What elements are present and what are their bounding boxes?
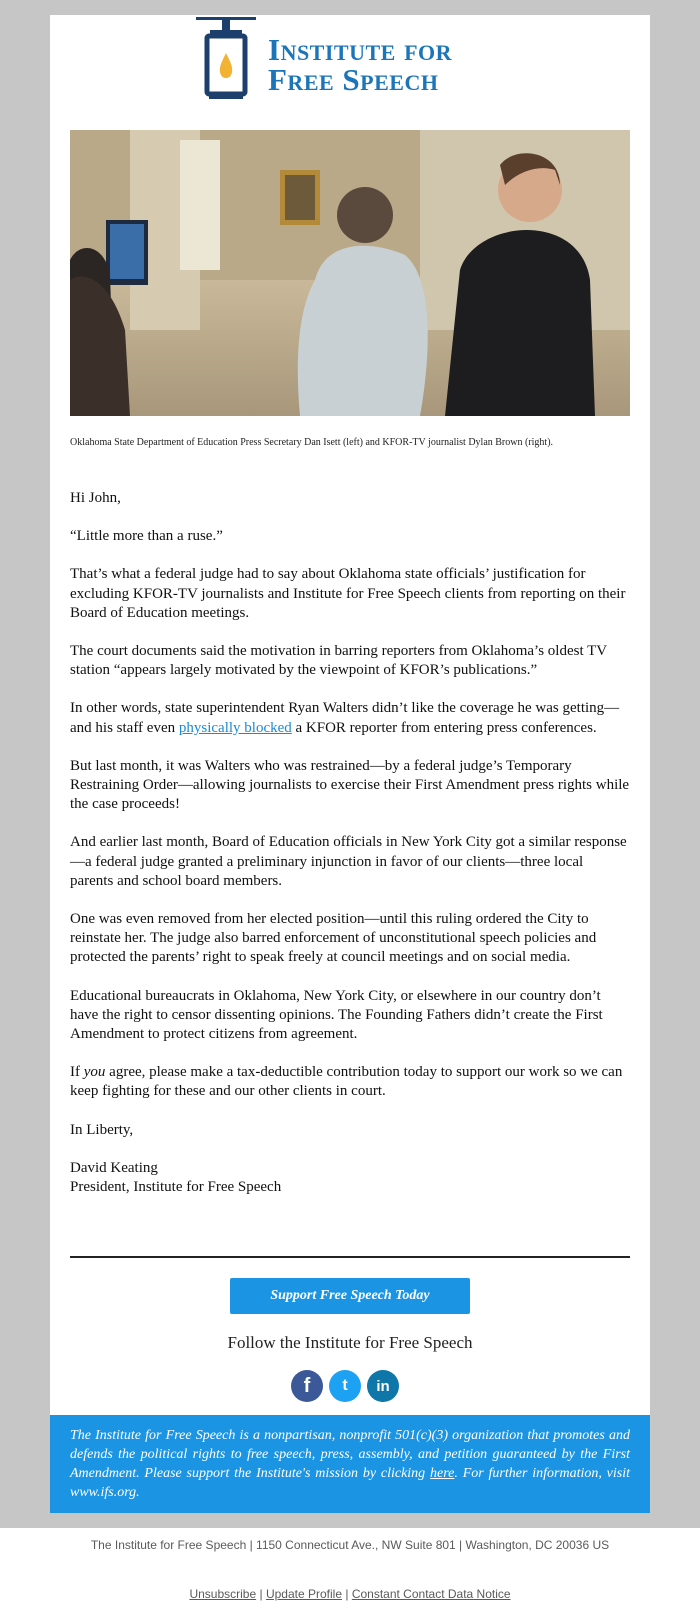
paragraph-5: But last month, it was Walters who was restrained—by a federal judge’s Temporary Restraining Order—allowing journalists to exercise their First Amendment press rights while the case proceeds! (70, 757, 630, 813)
unsubscribe-link[interactable]: Unsubscribe (189, 1587, 257, 1601)
email-card (50, 15, 650, 1513)
paragraph-1: “Little more than a ruse.” (70, 528, 223, 545)
mission-statement: The Institute for Free Speech is a nonpartisan, nonprofit 501(c)(3) organization that promotes and defends the political rights to free speech, press, assembly, and petition guaranteed by the First Amendment. Please support the Institute's mission by clicking here. For further information, visit www.ifs.org. (50, 1415, 650, 1513)
facebook-icon[interactable]: f (291, 1370, 323, 1402)
social-links (291, 1370, 411, 1404)
twitter-icon[interactable]: t (329, 1370, 361, 1402)
paragraph-9: If you agree, please make a tax-deductible contribution today to support our work so we can keep fighting for these and our other clients in court. (70, 1064, 623, 1100)
signer-name: David Keating (70, 1159, 158, 1176)
linkedin-icon[interactable]: in (367, 1370, 399, 1402)
logo-line2: Free Speech (268, 62, 439, 97)
lantern-icon (196, 17, 256, 102)
paragraph-3: The court documents said the motivation in barring reporters from Oklahoma’s oldest TV station “appears largely motivated by the viewpoint of KFOR’s publications.” (70, 643, 607, 679)
follow-heading: Follow the Institute for Free Speech (227, 1333, 473, 1352)
physically-blocked-link[interactable]: physically blocked (178, 719, 292, 736)
update-profile-link[interactable]: Update Profile (265, 1587, 342, 1601)
divider (70, 1256, 630, 1258)
paragraph-2: That’s what a federal judge had to say about Oklahoma state officials’ justification for excluding KFOR-TV journalists and Institute for Free Speech clients from reporting on their Board of Education meetings. (70, 566, 626, 621)
paragraph-8: Educational bureaucrats in Oklahoma, New York City, or elsewhere in our country don’t have the right to censor dissenting opinions. The Founding Fathers didn’t create the First Amendment to protect citizens from agreement. (70, 987, 603, 1043)
footer-links: Unsubscribe | Update Profile | Constant Contact Data Notice (189, 1587, 511, 1601)
letter-body (70, 489, 630, 1197)
support-button[interactable]: Support Free Speech Today (230, 1278, 470, 1314)
mission-here-link[interactable]: here (430, 1466, 455, 1481)
greeting: Hi John, (70, 490, 121, 506)
data-notice-link[interactable]: Constant Contact Data Notice (351, 1587, 511, 1601)
paragraph-6: And earlier last month, Board of Education officials in New York City got a similar response—a federal judge granted a preliminary injunction in favor of our clients—three local parents and school board members. (70, 834, 627, 889)
ifs-logo[interactable] (196, 17, 496, 102)
footer-address: The Institute for Free Speech | 1150 Connecticut Ave., NW Suite 801 | Washington, DC 20036 US (90, 1538, 610, 1552)
photo-caption: Oklahoma State Department of Education Press Secretary Dan Isett (left) and KFOR-TV journalist Dylan Brown (right). (70, 437, 554, 448)
paragraph-4: In other words, state superintendent Ryan Walters didn’t like the coverage he was getting—and his staff even physically blocked a KFOR reporter from entering press conferences. (70, 700, 620, 736)
news-photo (70, 130, 630, 416)
logo-line1: Institute for (268, 32, 453, 67)
signer-title: President, Institute for Free Speech (70, 1179, 282, 1196)
closing: In Liberty, (70, 1121, 134, 1138)
logo-wordmark (268, 32, 453, 97)
paragraph-7: One was even removed from her elected position—until this ruling ordered the City to reinstate her. The judge also barred enforcement of unconstitutional speech policies and protected the parents’ right to speak freely at council meetings and on social media. (70, 911, 597, 966)
